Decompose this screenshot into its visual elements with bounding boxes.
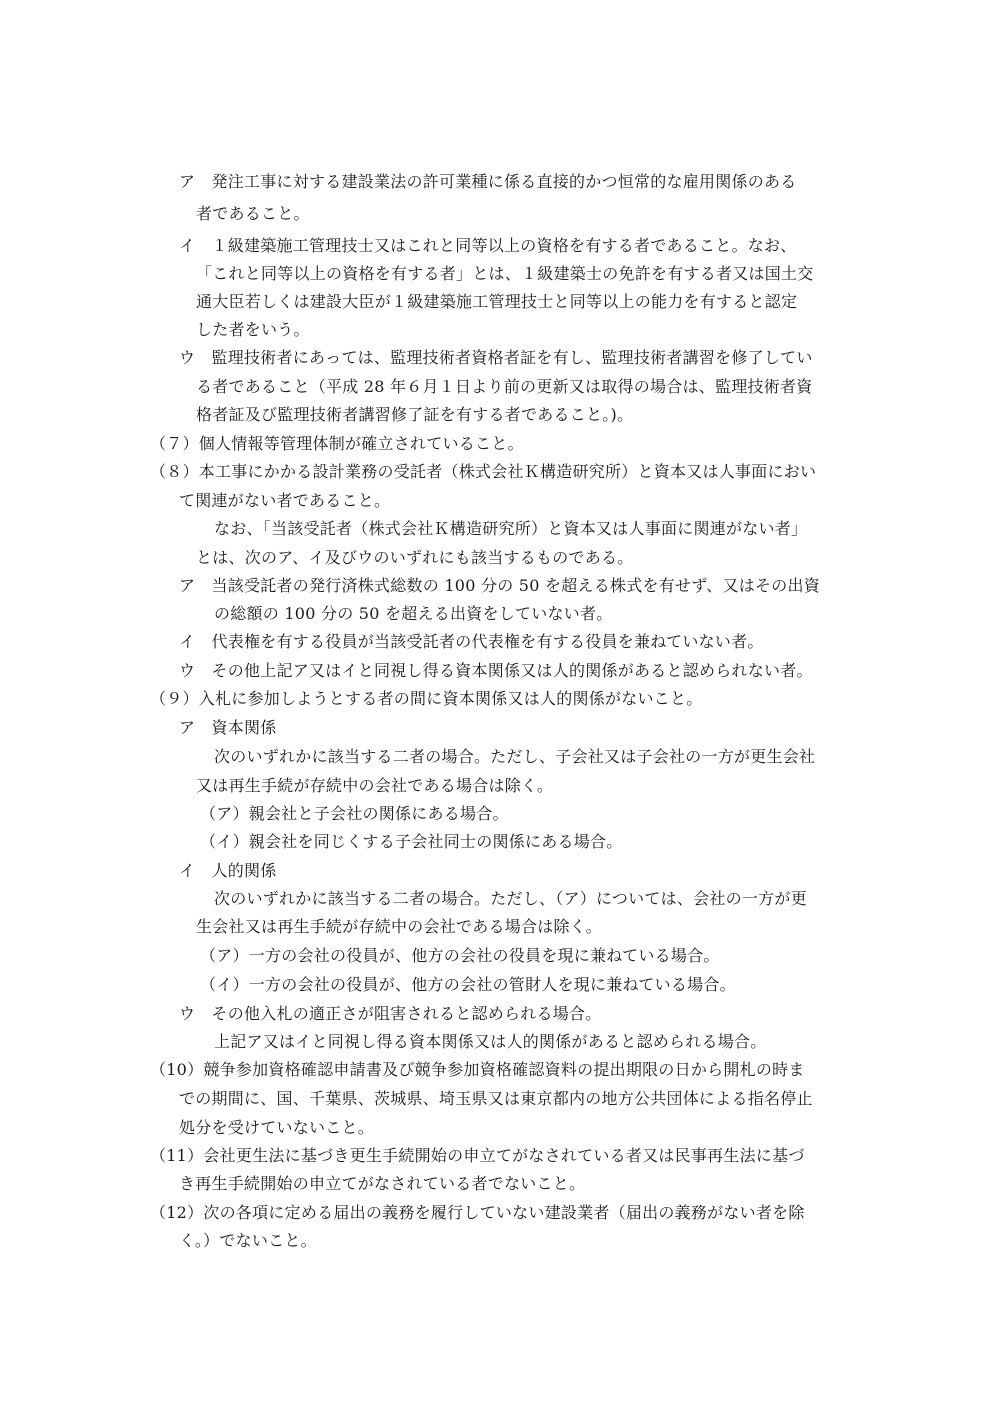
text-line: （12）次の各項に定める届出の義務を履行していない建設業者（届出の義務がない者を除 [150, 1203, 805, 1222]
text-line: イ 人的関係 [179, 861, 277, 880]
text-line: ア 資本関係 [179, 718, 277, 737]
text-line: る者であること（平成 28 年６月１日より前の更新又は取得の場合は、監理技術者資 [196, 377, 813, 396]
text-line: した者をいう。 [196, 320, 310, 339]
text-line: （７）個人情報等管理体制が確立されていること。 [150, 434, 524, 453]
text-line: 「これと同等以上の資格を有する者」とは、１級建築士の免許を有する者又は国土交 [196, 264, 814, 283]
text-line: 生会社又は再生手続が存続中の会社である場合は除く。 [196, 917, 602, 936]
text-line: き再生手続開始の申立てがなされている者でないこと。 [179, 1174, 586, 1193]
text-line: （ア）親会社と子会社の関係にある場合。 [200, 804, 509, 823]
text-line: （８）本工事にかかる設計業務の受託者（株式会社Ｋ構造研究所）と資本又は人事面におい [150, 462, 817, 481]
text-line: なお、「当該受託者（株式会社Ｋ構造研究所）と資本又は人事面に関連がない者」 [214, 519, 808, 538]
text-line: く。）でないこと。 [179, 1231, 317, 1250]
text-line: （10）競争参加資格確認申請書及び競争参加資格確認資料の提出期限の日から開札の時ま [150, 1060, 805, 1079]
text-line: イ １級建築施工管理技士又はこれと同等以上の資格を有する者であること。なお、 [179, 236, 797, 255]
text-line: の総額の 100 分の 50 を超える出資をしていない者。 [214, 604, 613, 623]
text-line: 通大臣若しくは建設大臣が１級建築施工管理技士と同等以上の能力を有すると認定 [196, 292, 798, 311]
text-line: ア 当該受託者の発行済株式総数の 100 分の 50 を超える株式を有せず、又はその出資 [179, 576, 820, 595]
text-line: ウ その他上記ア又はイと同視し得る資本関係又は人的関係があると認められない者。 [179, 661, 813, 680]
text-line: （ア）一方の会社の役員が、他方の会社の役員を現に兼ねている場合。 [200, 946, 720, 965]
text-line: （11）会社更生法に基づき更生手続開始の申立てがなされている者又は民事再生法に基づ [150, 1146, 805, 1165]
text-line: （イ）一方の会社の役員が、他方の会社の管財人を現に兼ねている場合。 [200, 975, 736, 994]
text-line: 次のいずれかに該当する二者の場合。ただし、（ア）については、会社の一方が更 [214, 889, 807, 908]
text-line: での期間に、国、千葉県、茨城県、埼玉県又は東京都内の地方公共団体による指名停止 [179, 1089, 813, 1108]
text-line: ウ その他入札の適正さが阻害されると認められる場合。 [179, 1004, 602, 1023]
text-line: （９）入札に参加しようとする者の間に資本関係又は人的関係がないこと。 [150, 689, 703, 708]
text-line: （イ）親会社を同じくする子会社同士の関係にある場合。 [200, 832, 623, 851]
text-line: て関連がない者であること。 [179, 491, 391, 510]
text-line: 又は再生手続が存続中の会社である場合は除く。 [196, 776, 554, 795]
text-line: ウ 監理技術者にあっては、監理技術者資格者証を有し、監理技術者講習を修了してい [179, 348, 813, 367]
text-line: 者であること。 [196, 204, 310, 223]
text-line: 上記ア又はイと同視し得る資本関係又は人的関係があると認められる場合。 [214, 1032, 767, 1051]
text-line: ア 発注工事に対する建設業法の許可業種に係る直接的かつ恒常的な雇用関係のある [179, 172, 797, 191]
text-line: イ 代表権を有する役員が当該受託者の代表権を有する役員を兼ねていない者。 [179, 632, 764, 651]
text-line: 次のいずれかに該当する二者の場合。ただし、子会社又は子会社の一方が更生会社 [214, 747, 816, 766]
text-line: とは、次のア、イ及びウのいずれにも該当するものである。 [196, 548, 634, 567]
text-line: 格者証及び監理技術者講習修了証を有する者であること。)。 [196, 405, 634, 424]
text-line: 処分を受けていないこと。 [179, 1118, 375, 1137]
